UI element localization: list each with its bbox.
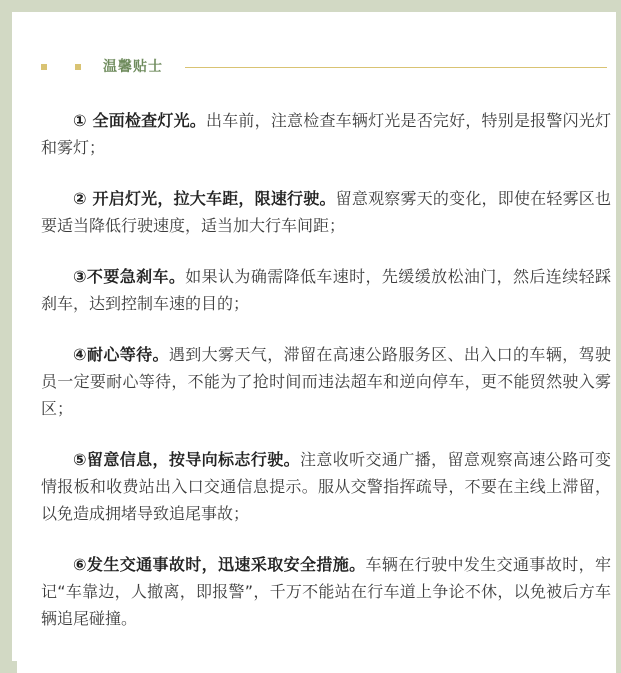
tip-heading: ③不要急刹车。 bbox=[73, 267, 186, 286]
tip-item-1 bbox=[41, 107, 611, 161]
tip-item-3 bbox=[41, 263, 611, 317]
tip-heading: ① 全面检查灯光。 bbox=[73, 111, 206, 130]
tip-heading: ② 开启灯光，拉大车距，限速行驶。 bbox=[73, 189, 336, 208]
bullet-square-icon bbox=[41, 64, 47, 70]
tip-heading: ⑤留意信息，按导向标志行驶。 bbox=[73, 450, 300, 469]
bullet-square-icon bbox=[75, 64, 81, 70]
tip-text: 出车前，注意检查车辆灯光是否完好，特别是报警闪光灯和雾灯； bbox=[41, 111, 611, 157]
tip-heading: ④耐心等待。 bbox=[73, 345, 169, 364]
section-title: 温馨贴士 bbox=[103, 59, 163, 75]
tip-text: 留意观察雾天的变化，即使在轻雾区也要适当降低行驶速度，适当加大行车间距； bbox=[41, 189, 611, 235]
tip-item-6 bbox=[41, 551, 611, 632]
tip-item-5 bbox=[41, 446, 611, 527]
tip-item-4 bbox=[41, 341, 611, 422]
content-card bbox=[17, 12, 616, 673]
tip-text: 遇到大雾天气，滞留在高速公路服务区、出入口的车辆，驾驶员一定要耐心等待，不能为了抢时间而违法超车和逆向停车，更不能贸然驶入雾区； bbox=[41, 345, 611, 418]
tip-heading: ⑥发生交通事故时，迅速采取安全措施。 bbox=[73, 555, 366, 574]
tip-text: 车辆在行驶中发生交通事故时，牢记“车靠边，人撤离，即报警”，千万不能站在行车道上争论不休，以免被后方车辆追尾碰撞。 bbox=[41, 555, 611, 628]
header-divider bbox=[185, 67, 607, 68]
section-header bbox=[41, 58, 613, 78]
tip-item-2 bbox=[41, 185, 611, 239]
tip-text: 如果认为确需降低车速时，先缓缓放松油门，然后连续轻踩刹车，达到控制车速的目的； bbox=[41, 267, 611, 313]
tips-list bbox=[41, 107, 611, 656]
tip-text: 注意收听交通广播，留意观察高速公路可变情报板和收费站出入口交通信息提示。服从交警指挥疏导，不要在主线上滞留，以免造成拥堵导致追尾事故； bbox=[41, 450, 611, 523]
